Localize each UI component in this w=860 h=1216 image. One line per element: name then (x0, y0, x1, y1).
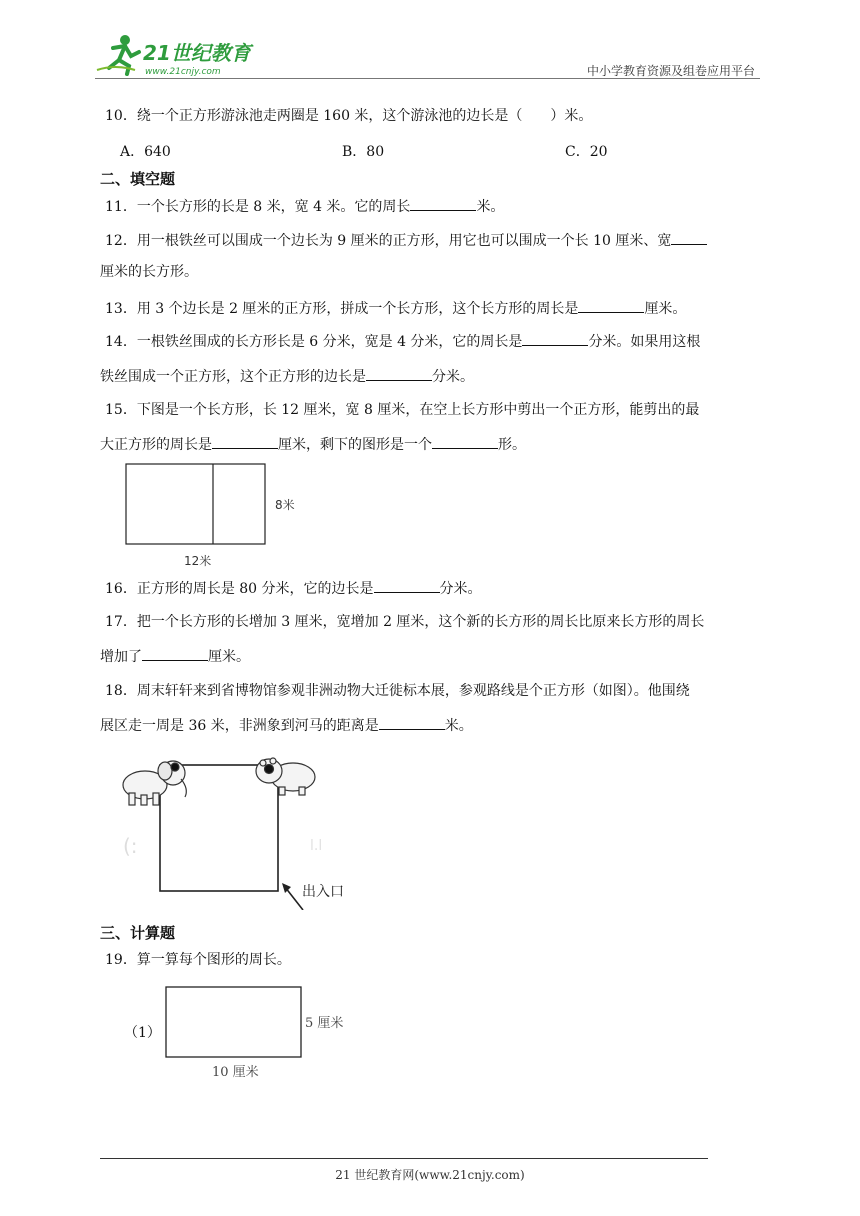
q14-text-1: 14．一根铁丝围成的长方形长是 6 分米，宽是 4 分米，它的周长是 (105, 334, 523, 350)
q14-answer-blank-1[interactable] (522, 331, 588, 346)
q11-unit: 米。 (476, 199, 505, 215)
q15-rectangle-figure (120, 458, 320, 570)
q12-text: 12．用一根铁丝可以围成一个边长为 9 厘米的正方形，用它也可以围成一个长 10 厘米、宽 (105, 233, 672, 249)
elephant-icon (123, 761, 186, 805)
q11-text: 11．一个长方形的长是 8 米，宽 4 米。它的周长 (105, 199, 411, 215)
q14-text-4: 分米。 (432, 369, 474, 385)
q11-answer-blank[interactable] (410, 196, 476, 211)
q19-rectangle (166, 987, 301, 1057)
question-17-line-2 (100, 646, 250, 667)
q15-height-label: 8米 (275, 498, 295, 512)
entrance-arrow-icon (282, 883, 303, 910)
q18-route-figure (115, 745, 365, 910)
q18-text-2: 米。 (444, 718, 473, 734)
q16-unit: 分米。 (439, 581, 482, 597)
q18-text-1: 展区走一周是 36 米，非洲象到河马的距离是 (100, 718, 379, 734)
q15-width-label: 12米 (184, 554, 212, 568)
q10-option-c: C．20 (565, 144, 608, 160)
question-14-line-2 (100, 366, 474, 387)
q16-answer-blank[interactable] (374, 578, 440, 593)
question-15-line-1: 15．下图是一个长方形，长 12 厘米，宽 8 厘米，在空上长方形中剪出一个正方形，能剪出的最 (105, 402, 700, 418)
q19-width-label: 10 厘米 (212, 1065, 259, 1080)
header-divider (95, 78, 760, 79)
q15-text-1: 大正方形的周长是 (100, 437, 212, 453)
q13-answer-blank[interactable] (578, 298, 644, 313)
hippo-icon (256, 758, 315, 795)
section-fill-in-heading: 二、填空题 (100, 170, 176, 188)
q18-answer-blank[interactable] (379, 715, 445, 730)
q12-answer-blank[interactable] (671, 230, 707, 245)
footer-divider (100, 1158, 708, 1159)
q14-text-3: 铁丝围成一个正方形，这个正方形的边长是 (100, 369, 366, 385)
svg-text:l.l: l.l (310, 838, 323, 854)
logo-text: 21世纪教育 (143, 41, 251, 65)
svg-text:(:: (: (123, 834, 138, 858)
question-12-line-1 (105, 230, 707, 251)
page-header (95, 30, 760, 80)
q17-text-1: 增加了 (100, 649, 142, 665)
page-footer: 21 世纪教育网(www.21cnjy.com) (335, 1168, 525, 1182)
question-13 (105, 298, 686, 319)
q18-entrance-label: 出入口 (302, 884, 344, 900)
runner-icon (97, 35, 139, 74)
q14-answer-blank-2[interactable] (366, 366, 432, 381)
q15-text-2: 厘米，剩下的图形是一个 (278, 437, 432, 453)
q13-unit: 厘米。 (644, 301, 687, 317)
question-10: 10．绕一个正方形游泳池走两圈是 160 米，这个游泳池的边长是（ ）米。 (105, 108, 593, 124)
q14-text-2: 分米。如果用这根 (588, 334, 701, 350)
question-12-line-2: 厘米的长方形。 (100, 264, 198, 280)
platform-name: 中小学教育资源及组卷应用平台 (586, 64, 755, 78)
q15-text-3: 形。 (498, 437, 526, 453)
question-18-line-1: 18．周末轩轩来到省博物馆参观非洲动物大迁徙标本展，参观路线是个正方形（如图）。他围绕 (105, 683, 690, 699)
question-17-line-1: 17．把一个长方形的长增加 3 厘米，宽增加 2 厘米，这个新的长方形的周长比原来长方形的周长 (105, 614, 705, 630)
q15-answer-blank-1[interactable] (212, 434, 278, 449)
q17-answer-blank[interactable] (142, 646, 208, 661)
question-19: 19．算一算每个图形的周长。 (105, 952, 291, 968)
question-16 (105, 578, 482, 599)
q19-rectangle-figure (160, 980, 360, 1085)
q17-text-2: 厘米。 (208, 649, 250, 665)
section-calculation-heading: 三、计算题 (100, 924, 176, 942)
q13-text: 13．用 3 个边长是 2 厘米的正方形，拼成一个长方形，这个长方形的周长是 (105, 301, 579, 317)
q16-text: 16．正方形的周长是 80 分米，它的边长是 (105, 581, 374, 597)
question-15-line-2 (100, 434, 526, 455)
q15-answer-blank-2[interactable] (432, 434, 498, 449)
logo-url: www.21cnjy.com (145, 67, 221, 77)
question-14-line-1 (105, 331, 700, 352)
q10-option-b: B．80 (342, 144, 385, 160)
q19-part-1-label: （1） (124, 1025, 161, 1041)
question-11 (105, 196, 504, 217)
question-18-line-2 (100, 715, 473, 736)
q10-option-a: A．640 (120, 144, 171, 160)
site-logo (95, 30, 265, 78)
q15-rectangle (126, 464, 265, 544)
q19-height-label: 5 厘米 (305, 1016, 344, 1031)
